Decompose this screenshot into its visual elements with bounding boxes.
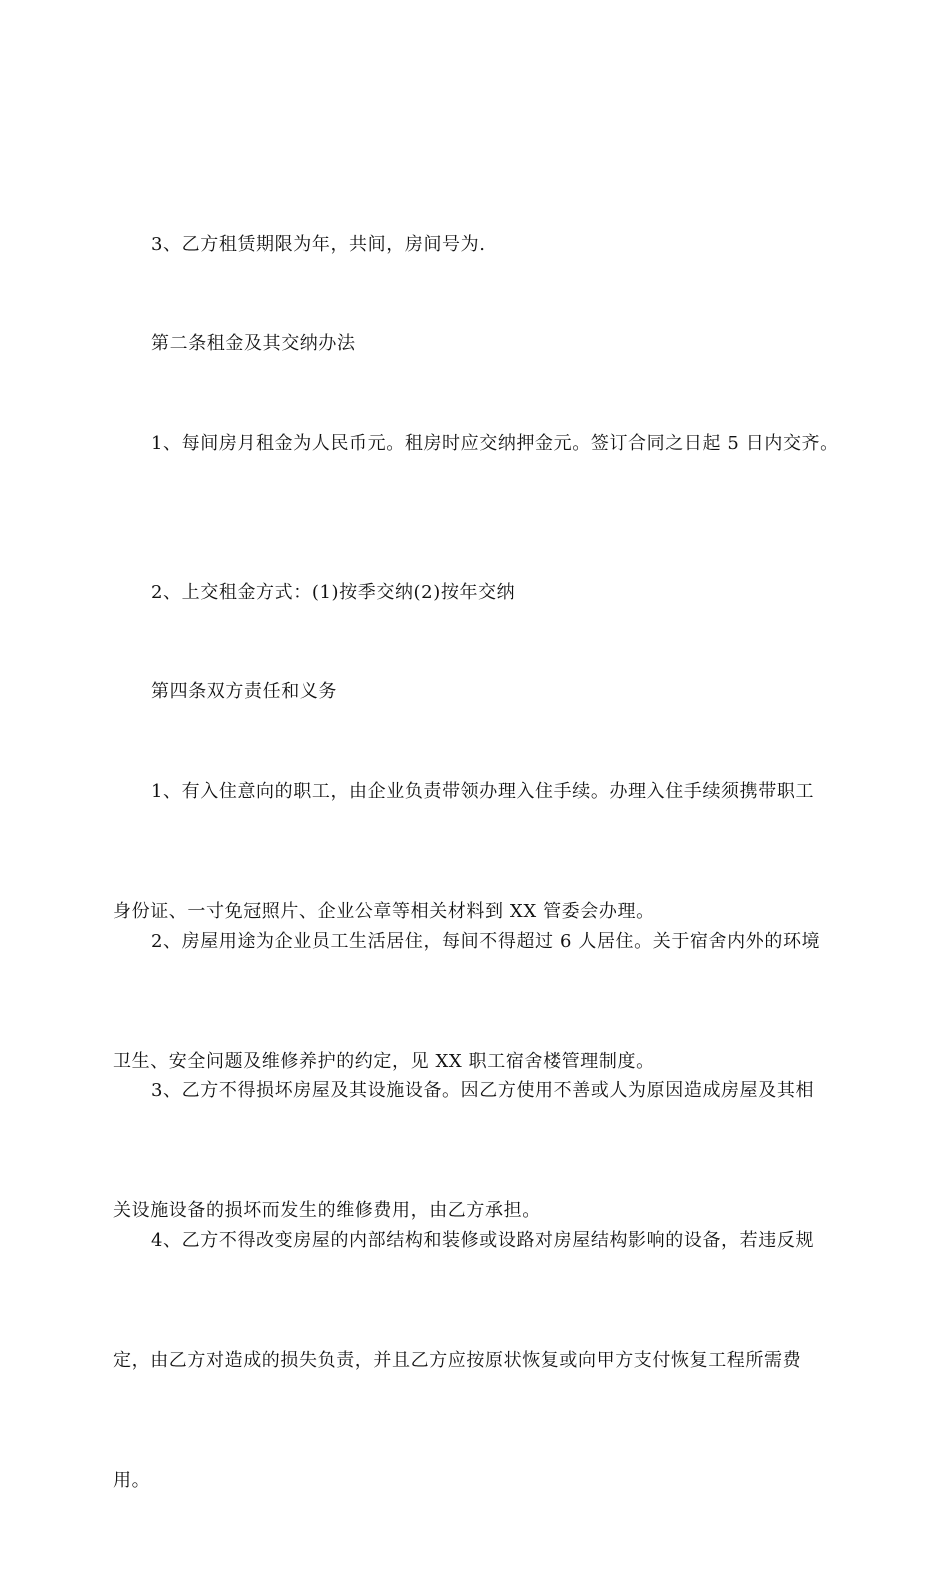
paragraph-line: 第四条双方责任和义务 [151, 681, 337, 702]
paragraph-structure [113, 1141, 853, 1581]
paragraph-line: 3、乙方租赁期限为年，共间，房间号为. [151, 234, 486, 255]
paragraph-line: 用。 [113, 1470, 151, 1491]
paragraph-line: 3、乙方不得损坏房屋及其设施设备。因乙方使用不善或人为原因造成房屋及其相 [151, 1080, 815, 1101]
paragraph-line: 身份证、一寸免冠照片、企业公章等相关材料到 XX 管委会办理。 [113, 901, 655, 922]
paragraph-line: 卫生、安全问题及维修养护的约定，见 XX 职工宿舍楼管理制度。 [113, 1051, 655, 1072]
paragraph-line: 定，由乙方对造成的损失负责，并且乙方应按原状恢复或向甲方支付恢复工程所需费 [113, 1350, 802, 1371]
paragraph-line: 2、上交租金方式：(1)按季交纳(2)按年交纳 [151, 582, 516, 603]
paragraph-line: 1、每间房月租金为人民币元。租房时应交纳押金元。签订合同之日起 5 日内交齐。 [151, 433, 839, 454]
paragraph-line: 1、有入住意向的职工，由企业负责带领办理入住手续。办理入住手续须携带职工 [151, 781, 815, 802]
paragraph-line: 第二条租金及其交纳办法 [151, 333, 356, 354]
paragraph-line: 关设施设备的损坏而发生的维修费用，由乙方承担。 [113, 1200, 541, 1221]
paragraph-line: 4、乙方不得改变房屋的内部结构和装修或设路对房屋结构影响的设备，若违反规 [151, 1230, 815, 1251]
paragraph-line: 2、房屋用途为企业员工生活居住，每间不得超过 6 人居住。关于宿舍内外的环境 [151, 931, 821, 952]
